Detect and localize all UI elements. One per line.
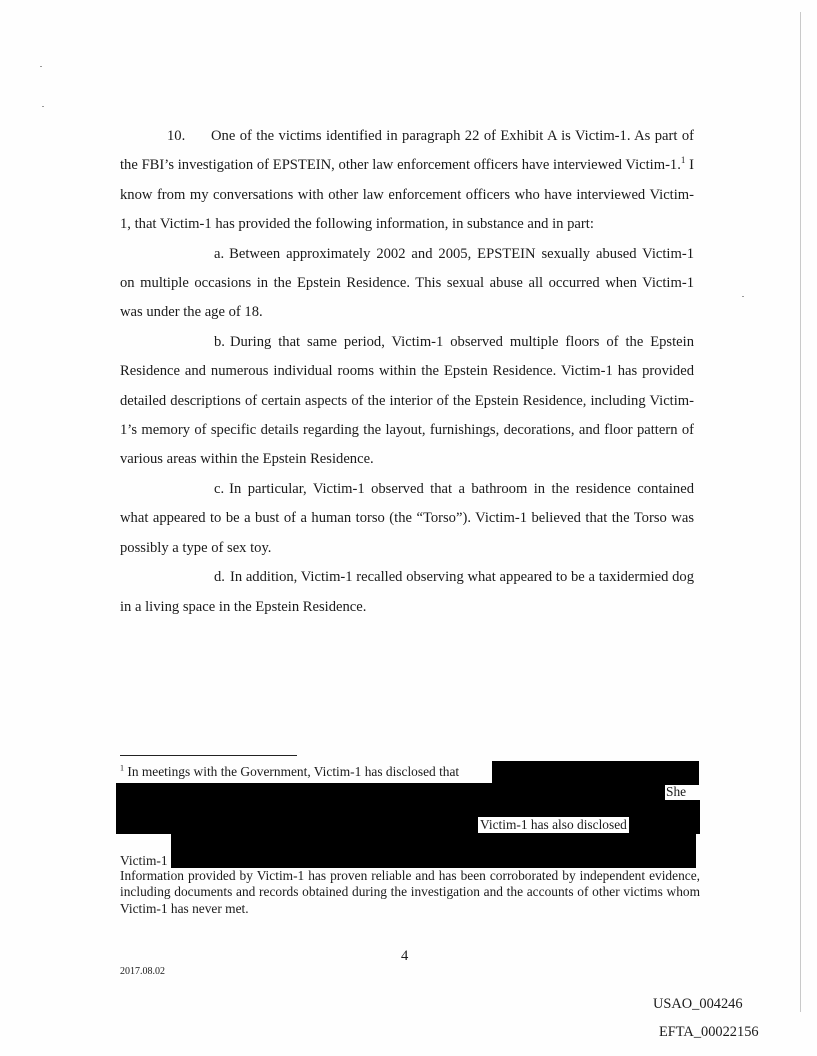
subparagraph-label: d. — [214, 569, 225, 586]
subparagraph-b — [120, 328, 694, 475]
efta-number: EFTA_00022156 — [659, 1024, 759, 1040]
subparagraph-label: b. — [214, 333, 225, 350]
footnote-fragment-also: Victim-1 has also disclosed — [480, 817, 627, 832]
document-date-code: 2017.08.02 — [120, 966, 165, 977]
subparagraph-text: Between approximately 2002 and 2005, EPSTEIN sexually abused Victim-1 on multiple occasions in the Epstein Residence. This sexual abuse all occurred when Victim-1 was under the age of 18. — [120, 245, 694, 321]
paragraph-text-continued: I know from my conversations with other law enforcement officers who have interviewed Victim-1, that Victim-1 has provided the following information, in substance and in part: — [120, 157, 694, 233]
footnote-fragment-victim: Victim-1 — [120, 853, 168, 868]
subparagraph-label: c. — [214, 480, 225, 497]
subparagraph-label: a. — [214, 245, 225, 262]
footnote-closing: Information provided by Victim-1 has proven reliable and has been corroborated by independent evidence, including documents and records obtained during the investigation and the accounts of other victims whom Victim-1 has never met. — [120, 868, 700, 916]
footnote-marker: 1 — [120, 763, 124, 773]
footnote-separator — [120, 755, 297, 756]
footnote-reference: 1 — [680, 155, 686, 166]
paragraph-text: One of the victims identified in paragraph 22 of Exhibit A is Victim-1. As part of the FBI’s investigation of EPSTEIN, other law enforcement officers have interviewed Victim-1. — [120, 128, 694, 174]
footnote-fragment-she: She — [666, 784, 687, 799]
subparagraph-c — [120, 475, 694, 563]
bates-number: USAO_004246 — [653, 996, 743, 1012]
scan-speck — [40, 66, 42, 67]
page-number: 4 — [401, 948, 409, 964]
subparagraph-text: In addition, Victim-1 recalled observing what appeared to be a taxidermied dog in a living space in the Epstein Residence. — [120, 569, 694, 615]
footnote-lead-text: In meetings with the Government, Victim-1 has disclosed that — [127, 764, 460, 779]
paragraph-number: 10. — [167, 128, 186, 144]
scan-speck — [742, 296, 744, 297]
paragraph-10 — [120, 122, 694, 240]
redaction-block — [171, 833, 696, 868]
subparagraph-text: In particular, Victim-1 observed that a bathroom in the residence contained what appeared to be a bust of a human torso (the “Torso”). Victim-1 believed that the Torso was possibly a type of sex toy. — [120, 480, 694, 556]
redaction-block — [492, 761, 699, 785]
scan-speck — [42, 106, 44, 107]
scan-edge — [800, 12, 801, 1012]
subparagraph-text: During that same period, Victim-1 observed multiple floors of the Epstein Residence and numerous individual rooms within the Epstein Residence. Victim-1 has provided detailed descriptions of certain aspects of the interior of the Epstein Residence, including Victim-1’s memory of specific details regarding the layout, furnishings, decorations, and floor pattern of various areas within the Epstein Residence. — [120, 333, 694, 468]
document-body — [120, 122, 694, 622]
subparagraph-a — [120, 240, 694, 328]
subparagraph-d — [120, 563, 694, 622]
